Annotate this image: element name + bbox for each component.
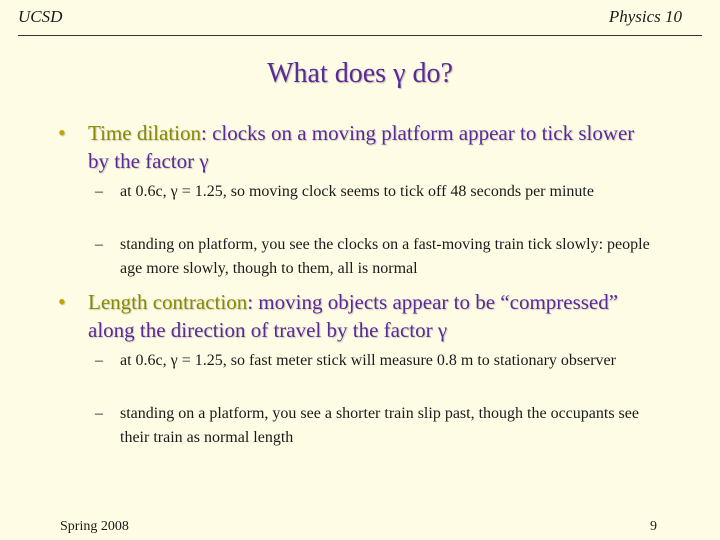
header-divider <box>18 35 702 36</box>
bullet-description: : clocks on a moving platform appear to tick slower by the factor γ <box>88 121 635 173</box>
bullet-marker-icon: • <box>58 289 66 314</box>
slide-title: What does γ do? <box>267 58 453 89</box>
sub-bullet <box>95 233 670 281</box>
sub-bullet <box>95 180 670 204</box>
bullet-marker-icon: • <box>58 120 66 145</box>
bullet-description: : moving objects appear to be “compressed” along the direction of travel by the factor γ <box>88 290 619 342</box>
slide-number: 9 <box>650 519 657 534</box>
bullet-term: Length contraction <box>88 290 248 314</box>
sub-bullet-text: standing on a platform, you see a shorter train slip past, though the occupants see their train as normal length <box>120 405 639 446</box>
sub-bullet-marker: – <box>95 405 103 422</box>
bullet-length-contraction <box>58 288 658 344</box>
sub-bullet-text: at 0.6c, γ = 1.25, so fast meter stick will measure 0.8 m to stationary observer <box>120 352 616 369</box>
footer-date: Spring 2008 <box>60 519 129 534</box>
bullet-term: Time dilation <box>88 121 201 145</box>
sub-bullet-marker: – <box>95 352 103 369</box>
sub-bullet-text: standing on platform, you see the clocks on a fast-moving train tick slowly: people age more slowly, though to them, all is normal <box>120 236 650 277</box>
sub-bullet-text: at 0.6c, γ = 1.25, so moving clock seems to tick off 48 seconds per minute <box>120 183 594 200</box>
sub-bullet-marker: – <box>95 236 103 253</box>
bullet-time-dilation <box>58 119 658 175</box>
course-label: UCSD <box>18 7 63 26</box>
sub-bullet <box>95 349 670 373</box>
sub-bullet <box>95 402 670 450</box>
course-title: Physics 10 <box>608 7 682 26</box>
bullet-text <box>88 119 658 175</box>
sub-bullet-marker: – <box>95 183 103 200</box>
bullet-text <box>88 288 658 344</box>
